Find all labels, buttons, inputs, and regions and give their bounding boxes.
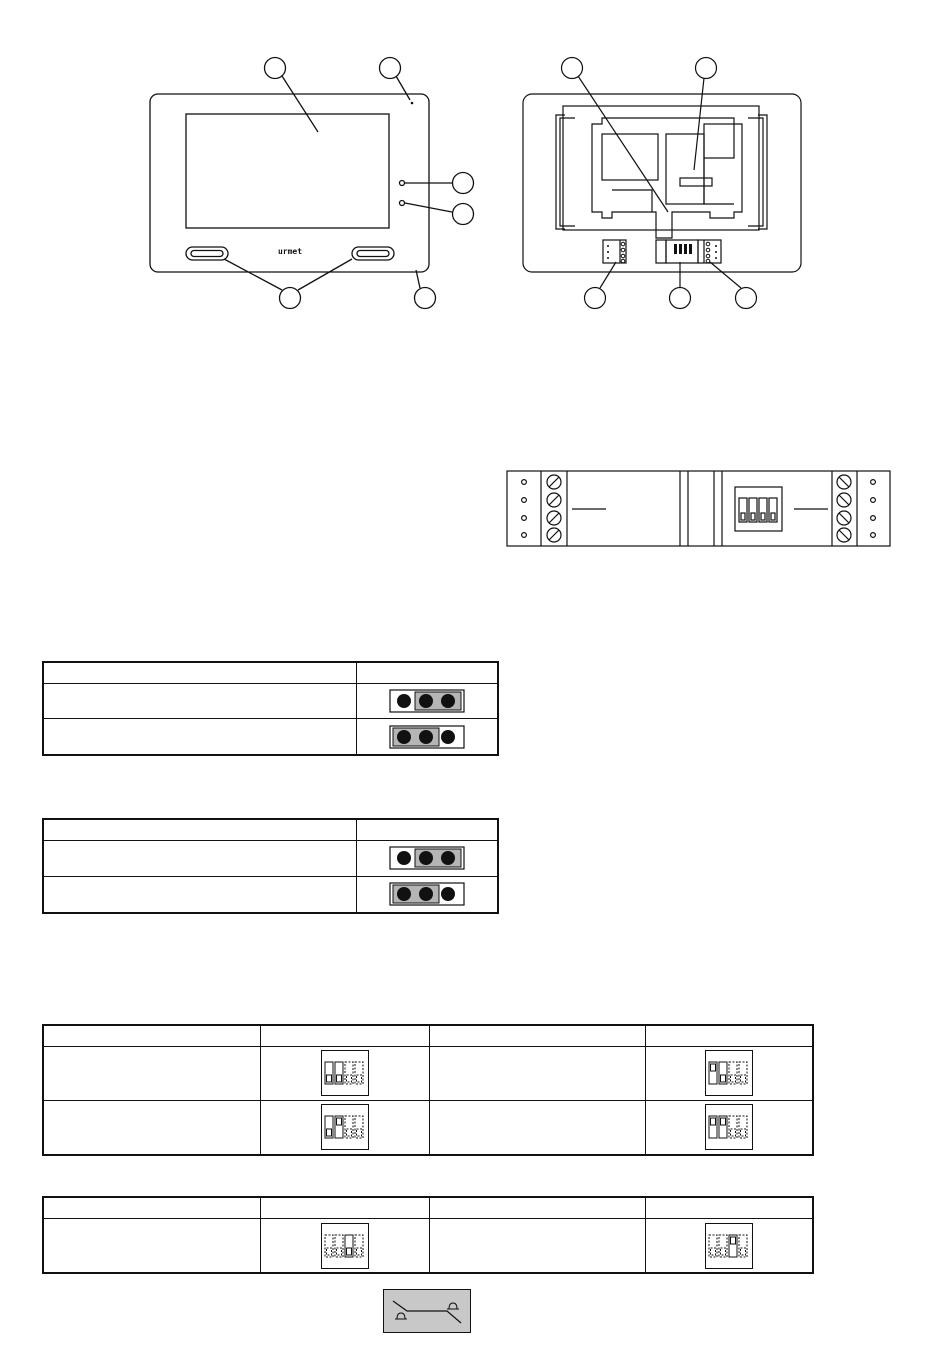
dip-switch-icon (321, 1223, 369, 1269)
table-row (43, 1047, 813, 1101)
left-button (186, 247, 228, 260)
brand-logo: urmet (277, 247, 303, 256)
dip-switch-table-2 (42, 1196, 814, 1274)
table-row (43, 684, 498, 719)
table-row (43, 841, 498, 877)
callout-2 (380, 58, 401, 79)
dip-switch-icon (321, 1104, 369, 1150)
callout-6 (415, 288, 436, 309)
jumper-icon (389, 689, 465, 713)
callout-5 (280, 288, 301, 309)
table-header-row (43, 1025, 813, 1047)
table-row (43, 876, 498, 913)
jumper-icon (389, 846, 465, 870)
led-1 (400, 181, 405, 186)
callout-11 (736, 288, 757, 309)
dip-switch-table-1 (42, 1024, 814, 1156)
table-header-row (43, 1197, 813, 1219)
bell-transfer-icon (383, 1289, 471, 1333)
monitor-front-view (140, 50, 480, 320)
monitor-frame (150, 94, 429, 272)
display-screen (186, 114, 389, 228)
right-button (352, 247, 394, 260)
callout-8 (696, 58, 717, 79)
table-row (43, 1219, 813, 1274)
table-row (43, 719, 498, 755)
callout-10 (670, 288, 691, 309)
callout-7 (562, 58, 583, 79)
jumper-table-1 (42, 661, 499, 756)
callout-4 (453, 204, 474, 225)
microphone-hole (411, 102, 414, 105)
terminal-block-detail (500, 465, 900, 555)
screw-terminals-left (547, 475, 561, 542)
callout-3 (453, 173, 474, 194)
jumper-icon (389, 725, 465, 749)
screw-terminals-right (837, 475, 851, 542)
dip-switch-icon (705, 1050, 753, 1096)
jumper-table-2 (42, 818, 499, 914)
jumper-icon (389, 882, 465, 906)
dip-switch-icon (321, 1050, 369, 1096)
callout-1 (265, 58, 286, 79)
dip-switch-icon (705, 1223, 753, 1269)
dip-switch-icon (705, 1104, 753, 1150)
callout-9 (585, 288, 606, 309)
monitor-rear-view (515, 50, 815, 320)
led-2 (400, 201, 405, 206)
table-row (43, 1100, 813, 1155)
table-header-row (43, 662, 498, 684)
table-header-row (43, 819, 498, 841)
